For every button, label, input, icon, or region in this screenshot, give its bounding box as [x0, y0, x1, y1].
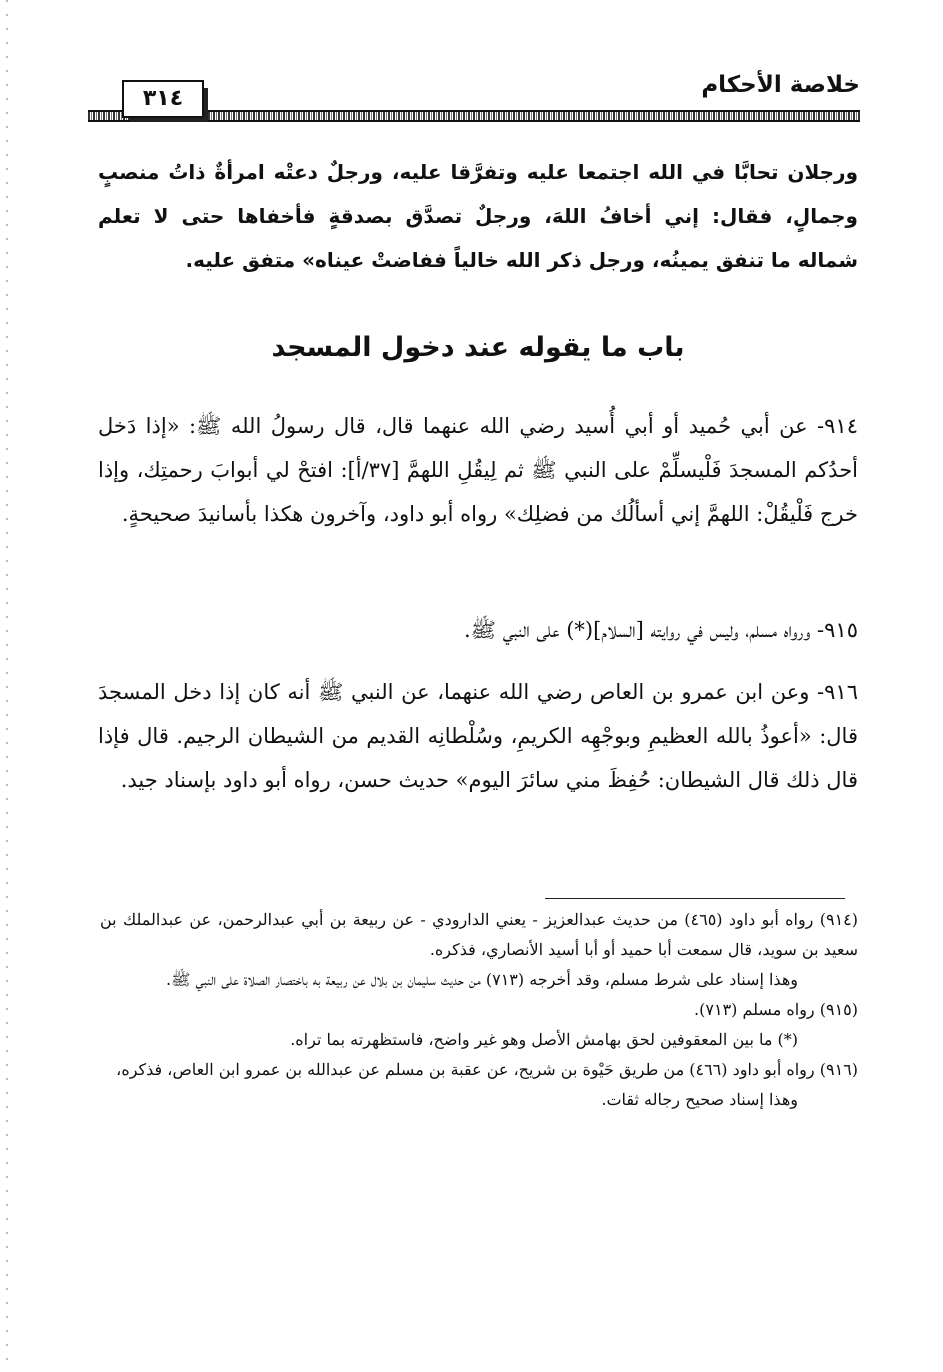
hadith-915: ٩١٥- ورواه مسلم، وليس في روايته [السلام](*) على النبي ﷺ. [463, 618, 858, 642]
page-number: ٣١٤ [122, 80, 204, 118]
page-header [88, 70, 860, 128]
footnote-star: (*) ما بين المعقوفين لحق بهامش الأصل وهو غير واضح، فاستظهرته بما تراه. [290, 1030, 798, 1049]
footnote-916-note: وهذا إسناد صحيح رجاله ثقات. [601, 1090, 798, 1109]
footnotes [100, 905, 858, 1115]
footnote-divider [545, 898, 845, 899]
footnote-914: (٩١٤) رواه أبو داود (٤٦٥) من حديث عبدالعزيز - يعني الدارودي - عن ربيعة بن أبي عبدالرحمن، عن عبدالملك بن سعيد بن سويد، قال سمعت أبا حميد أو أبا أسيد الأنصاري، فذكره. [100, 910, 858, 959]
intro-paragraph: ورجلان تحابَّا في الله اجتمعا عليه وتفرَّقا عليه، ورجلٌ دعتْه امرأةٌ ذاتُ منصبٍ وجمالٍ، فقال: إني أخافُ اللهَ، ورجلٌ تصدَّق بصدقةٍ فأخفاها حتى لا تعلم شماله ما تنفق يمينُه، ورجل ذكر الله خالياً ففاضتْ عيناه» متفق عليه. [98, 160, 858, 272]
chapter-title: باب ما يقوله عند دخول المسجد [271, 332, 685, 363]
footnote-914-note: وهذا إسناد على شرط مسلم، وقد أخرجه (٧١٣) من حديث سليمان بن بلال عن ربيعة به باختصار الصلاة على النبي ﷺ. [166, 970, 798, 989]
hadith-916: ٩١٦- وعن ابن عمرو بن العاص رضي الله عنهما، عن النبي ﷺ أنه كان إذا دخل المسجدَ قال: «أعوذُ بالله العظيمِ وبوجْهِه الكريمِ، وسُلْطانِه القديم من الشيطان الرجيم. قال فإذا قال ذلك قال الشيطان: حُفِظَ مني سائرَ اليوم» حديث حسن، رواه أبو داود بإسناد جيد. [98, 680, 858, 792]
header-title: خلاصة الأحكام [701, 72, 860, 98]
scan-margin [6, 0, 8, 1372]
hadith-914: ٩١٤- عن أبي حُميد أو أبي أُسيد رضي الله عنهما قال، قال رسولُ الله ﷺ: «إذا دَخل أحدُكم المسجدَ فَلْيسلِّمْ على النبي ﷺ ثم لِيقُلِ اللهمَّ [٣٧/أ]: افتحْ لي أبوابَ رحمتِك، وإذا خرج فَلْيقُلْ: اللهمَّ إني أسألُك من فضلِك» رواه أبو داود، وآخرون هكذا بأسانيدَ صحيحةٍ. [98, 414, 859, 526]
footnote-916: (٩١٦) رواه أبو داود (٤٦٦) من طريق حَيْوة بن شريح، عن عقبة بن مسلم عن عبدالله بن عمرو ابن العاص، فذكره، [116, 1060, 858, 1079]
footnote-915: (٩١٥) رواه مسلم (٧١٣). [694, 1000, 858, 1019]
